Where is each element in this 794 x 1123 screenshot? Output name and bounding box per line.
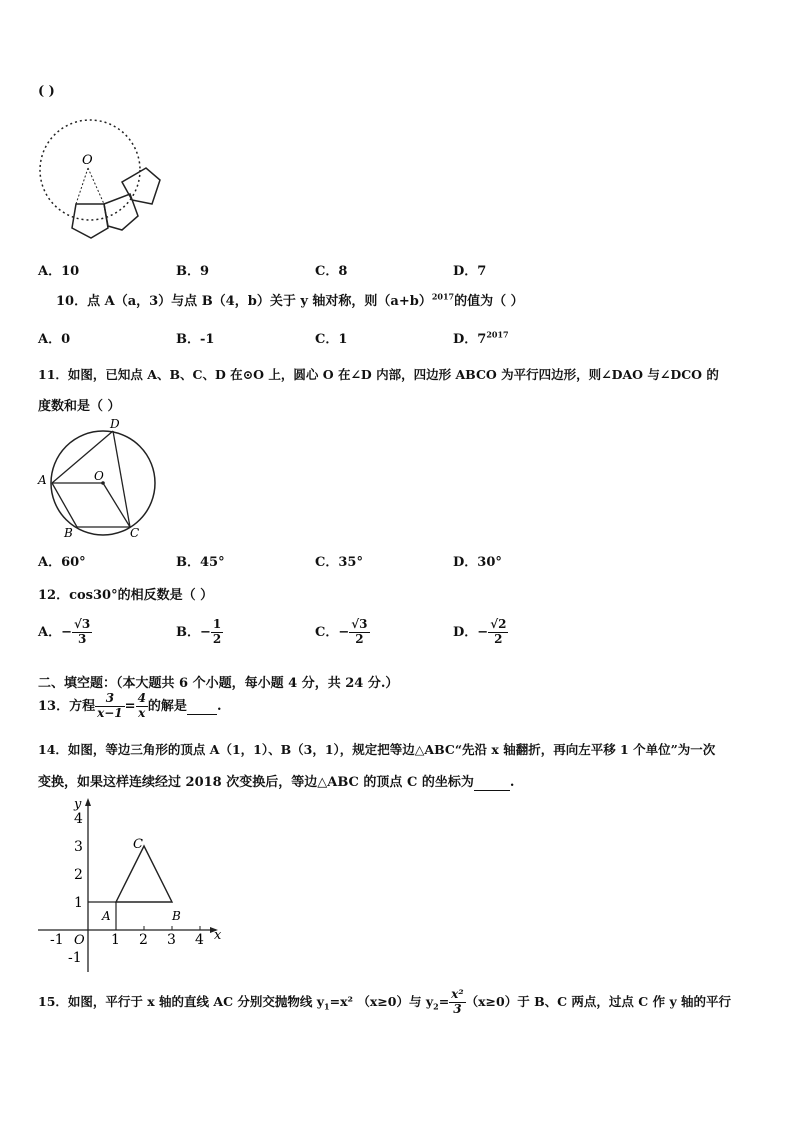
q14-coordinate-figure bbox=[36, 796, 222, 976]
q14-x-tick: 4 bbox=[195, 932, 204, 948]
q12-option-a: A．− $\frac{√3}{3}$ bbox=[38, 617, 91, 646]
q14-stem-line1: 14．如图，等边三角形的顶点 A（1，1）、B（3，1），规定把等边△ABC“先沿 x 轴翻折，再向左平移 1 个单位”为一次 bbox=[38, 742, 716, 757]
q14-x-tick: -1 bbox=[50, 932, 64, 948]
q11-stem-line1: 11．如图，已知点 A、B、C、D 在⊙O 上，圆心 O 在∠D 内部，四边形 ABCO 为平行四边形，则∠DAO 与∠DCO 的 bbox=[38, 367, 719, 382]
q14-label-c: C bbox=[133, 837, 143, 852]
q9-figure bbox=[36, 112, 172, 242]
q14-y-tick: 4 bbox=[74, 811, 83, 827]
q14-label-b: B bbox=[172, 909, 181, 923]
q13-answer-blank bbox=[187, 699, 217, 715]
q11-label-b: B bbox=[64, 526, 73, 540]
q12-stem: 12．cos30°的相反数是（ ） bbox=[38, 588, 214, 603]
q13-stem: 13．方程 $\frac{3}{x-1}$ = $\frac{4}{x}$ 的解是 . bbox=[38, 691, 222, 720]
q14-label-a: A bbox=[102, 909, 111, 923]
q14-y-tick: 3 bbox=[74, 839, 83, 855]
q9-option-a: A．10 bbox=[38, 264, 80, 279]
q15-stem: 15．如图，平行于 x 轴的直线 AC 分别交抛物线 $y_1=x^2$ （x≥0）与 $y_2=$ $\frac{\text{x²}}{3}$ （x≥0）于 B、C 两点，过点 C 作 y 轴的平行 bbox=[38, 987, 732, 1016]
q10-stem: 10．点 A（a，3）与点 B（4，b）关于 y 轴对称，则$(a+b)^{2017}$的值为（ ） bbox=[56, 291, 524, 309]
q12-option-b: B．− $\frac{1}{2}$ bbox=[176, 617, 222, 646]
q14-y-tick: 2 bbox=[74, 867, 83, 883]
q11-option-b: B．45° bbox=[176, 555, 225, 570]
q14-axis-y-label: y bbox=[74, 797, 82, 812]
q11-label-d: D bbox=[110, 417, 120, 431]
section2-heading: 二、填空题：（本大题共 6 个小题，每小题 4 分，共 24 分.） bbox=[38, 676, 399, 691]
q11-figure bbox=[34, 415, 164, 541]
q14-x-tick: 2 bbox=[139, 932, 148, 948]
q11-option-c: C．35° bbox=[315, 555, 363, 570]
q11-option-d: D．30° bbox=[453, 555, 502, 570]
q9-option-b: B．9 bbox=[176, 264, 210, 279]
q10-option-c: C．1 bbox=[315, 332, 348, 347]
q9-stem-tail: ( ) bbox=[38, 84, 55, 99]
q12-option-d: D．− $\frac{√2}{2}$ bbox=[453, 617, 507, 646]
q14-answer-blank bbox=[474, 775, 510, 791]
q14-stem-line2: 变换，如果这样连续经过 2018 次变换后，等边△ABC 的顶点 C 的坐标为 . bbox=[38, 775, 515, 790]
q9-label-o: O bbox=[82, 153, 93, 168]
q14-origin-label: O bbox=[74, 933, 85, 948]
q14-y-tick: 1 bbox=[74, 895, 83, 911]
q11-stem-line2: 度数和是（ ） bbox=[38, 399, 121, 414]
q10-option-d: D．$7^{2017}$ bbox=[453, 329, 509, 347]
q14-x-tick: 1 bbox=[111, 932, 120, 948]
q11-label-a: A bbox=[38, 473, 47, 487]
q11-label-c: C bbox=[130, 526, 140, 540]
q11-label-o: O bbox=[94, 469, 104, 483]
q10-option-b: B．-1 bbox=[176, 332, 215, 347]
q14-y-tick: -1 bbox=[68, 950, 82, 966]
q9-option-c: C．8 bbox=[315, 264, 348, 279]
q10-option-a: A．0 bbox=[38, 332, 71, 347]
q14-axis-x-label: x bbox=[214, 928, 222, 943]
q14-x-tick: 3 bbox=[167, 932, 176, 948]
q9-option-d: D．7 bbox=[453, 264, 487, 279]
q12-option-c: C．− $\frac{√3}{2}$ bbox=[315, 617, 368, 646]
q11-option-a: A．60° bbox=[38, 555, 86, 570]
